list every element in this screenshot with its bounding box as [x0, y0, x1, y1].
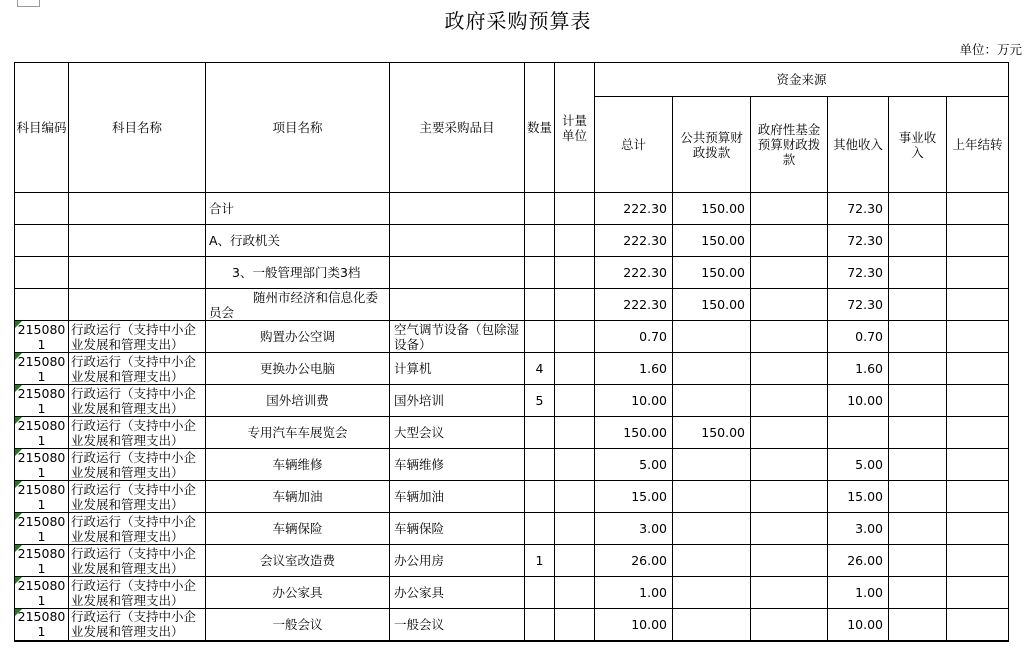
unit-cell	[555, 353, 595, 385]
public-budget-cell	[673, 577, 751, 609]
header-other-income: 其他收入	[828, 97, 889, 193]
project-cell: A、行政机关	[206, 225, 390, 257]
header-project: 项目名称	[206, 63, 390, 193]
business-income-cell	[889, 481, 947, 513]
business-income-cell	[889, 321, 947, 353]
item-cell	[390, 225, 525, 257]
business-income-cell	[889, 385, 947, 417]
project-cell: 3、一般管理部门类3档	[206, 257, 390, 289]
item-cell: 车辆加油	[390, 481, 525, 513]
item-cell	[390, 193, 525, 225]
qty-cell: 4	[525, 353, 555, 385]
item-cell: 办公用房	[390, 545, 525, 577]
header-total: 总计	[595, 97, 673, 193]
public-budget-cell	[673, 609, 751, 641]
qty-cell	[525, 513, 555, 545]
item-cell: 一般会议	[390, 609, 525, 641]
qty-cell	[525, 609, 555, 641]
unit-cell	[555, 225, 595, 257]
item-cell: 办公家具	[390, 577, 525, 609]
public-budget-cell: 150.00	[673, 257, 751, 289]
item-cell: 空气调节设备（包除湿设备）	[390, 321, 525, 353]
project-cell: 合计	[206, 193, 390, 225]
subject-cell	[69, 193, 206, 225]
header-business-income: 事业收入	[889, 97, 947, 193]
gov-fund-cell	[751, 321, 828, 353]
business-income-cell	[889, 417, 947, 449]
subject-cell: 行政运行（支持中小企业发展和管理支出）	[69, 481, 206, 513]
unit-cell	[555, 609, 595, 641]
public-budget-cell: 150.00	[673, 417, 751, 449]
business-income-cell	[889, 257, 947, 289]
unit-cell	[555, 385, 595, 417]
header-code: 科目编码	[15, 63, 69, 193]
carryover-cell	[947, 257, 1009, 289]
total-cell: 222.30	[595, 289, 673, 321]
code-cell	[15, 289, 69, 321]
page-title: 政府采购预算表	[444, 9, 592, 33]
qty-cell	[525, 193, 555, 225]
gov-fund-cell	[751, 609, 828, 641]
unit-cell	[555, 417, 595, 449]
other-income-cell: 10.00	[828, 385, 889, 417]
table-row	[15, 513, 1009, 545]
qty-cell	[525, 257, 555, 289]
table-row	[15, 481, 1009, 513]
public-budget-cell	[673, 513, 751, 545]
carryover-cell	[947, 449, 1009, 481]
unit-label: 单位：万元	[959, 42, 1022, 57]
other-income-cell: 5.00	[828, 449, 889, 481]
public-budget-cell	[673, 545, 751, 577]
business-income-cell	[889, 449, 947, 481]
total-cell: 222.30	[595, 225, 673, 257]
header-subject: 科目名称	[69, 63, 206, 193]
business-income-cell	[889, 513, 947, 545]
total-cell: 15.00	[595, 481, 673, 513]
qty-cell: 1	[525, 545, 555, 577]
carryover-cell	[947, 289, 1009, 321]
total-cell: 10.00	[595, 609, 673, 641]
code-cell: 2150801	[15, 513, 69, 545]
header-carryover: 上年结转	[947, 97, 1009, 193]
code-cell	[15, 225, 69, 257]
carryover-cell	[947, 193, 1009, 225]
project-cell: 车辆维修	[206, 449, 390, 481]
total-cell: 1.00	[595, 577, 673, 609]
carryover-cell	[947, 321, 1009, 353]
business-income-cell	[889, 193, 947, 225]
gov-fund-cell	[751, 289, 828, 321]
unit-cell	[555, 481, 595, 513]
other-income-cell: 72.30	[828, 257, 889, 289]
table-row	[15, 257, 1009, 289]
subject-cell: 行政运行（支持中小企业发展和管理支出）	[69, 353, 206, 385]
qty-cell: 5	[525, 385, 555, 417]
gov-fund-cell	[751, 513, 828, 545]
project-cell: 会议室改造费	[206, 545, 390, 577]
header-qty: 数量	[525, 63, 555, 193]
code-cell: 2150801	[15, 577, 69, 609]
item-cell: 计算机	[390, 353, 525, 385]
business-income-cell	[889, 609, 947, 641]
carryover-cell	[947, 513, 1009, 545]
other-income-cell: 1.60	[828, 353, 889, 385]
item-cell: 大型会议	[390, 417, 525, 449]
table-row	[15, 417, 1009, 449]
public-budget-cell: 150.00	[673, 193, 751, 225]
qty-cell	[525, 577, 555, 609]
project-cell: 车辆保险	[206, 513, 390, 545]
unit-cell	[555, 513, 595, 545]
subject-cell	[69, 257, 206, 289]
gov-fund-cell	[751, 193, 828, 225]
gov-fund-cell	[751, 385, 828, 417]
unit-cell	[555, 321, 595, 353]
carryover-cell	[947, 577, 1009, 609]
public-budget-cell	[673, 321, 751, 353]
gov-fund-cell	[751, 577, 828, 609]
header-item: 主要采购品目	[390, 63, 525, 193]
item-cell	[390, 289, 525, 321]
other-income-cell: 15.00	[828, 481, 889, 513]
gov-fund-cell	[751, 545, 828, 577]
subject-cell: 行政运行（支持中小企业发展和管理支出）	[69, 321, 206, 353]
code-cell: 2150801	[15, 449, 69, 481]
header-funding-group: 资金来源	[595, 63, 1009, 97]
table-row	[15, 545, 1009, 577]
total-cell: 3.00	[595, 513, 673, 545]
qty-cell	[525, 481, 555, 513]
unit-cell	[555, 289, 595, 321]
item-cell: 国外培训	[390, 385, 525, 417]
other-income-cell: 72.30	[828, 193, 889, 225]
carryover-cell	[947, 545, 1009, 577]
gov-fund-cell	[751, 417, 828, 449]
subject-cell: 行政运行（支持中小企业发展和管理支出）	[69, 513, 206, 545]
total-cell: 1.60	[595, 353, 673, 385]
unit-cell	[555, 577, 595, 609]
code-cell: 2150801	[15, 417, 69, 449]
project-cell: 随州市经济和信息化委员会	[206, 289, 390, 321]
subject-cell: 行政运行（支持中小企业发展和管理支出）	[69, 577, 206, 609]
table-row	[15, 609, 1009, 641]
business-income-cell	[889, 545, 947, 577]
public-budget-cell: 150.00	[673, 289, 751, 321]
project-cell: 国外培训费	[206, 385, 390, 417]
carryover-cell	[947, 385, 1009, 417]
project-cell: 购置办公空调	[206, 321, 390, 353]
total-cell: 150.00	[595, 417, 673, 449]
table-row	[15, 321, 1009, 353]
business-income-cell	[889, 577, 947, 609]
table-row	[15, 289, 1009, 321]
qty-cell	[525, 417, 555, 449]
item-cell: 车辆保险	[390, 513, 525, 545]
unit-cell	[555, 257, 595, 289]
unit-cell	[555, 449, 595, 481]
code-cell: 2150801	[15, 545, 69, 577]
carryover-cell	[947, 225, 1009, 257]
other-income-cell: 26.00	[828, 545, 889, 577]
gov-fund-cell	[751, 353, 828, 385]
subject-cell	[69, 225, 206, 257]
business-income-cell	[889, 289, 947, 321]
gov-fund-cell	[751, 257, 828, 289]
code-cell: 2150801	[15, 321, 69, 353]
budget-table	[14, 62, 1009, 642]
item-cell	[390, 257, 525, 289]
gov-fund-cell	[751, 225, 828, 257]
project-cell: 办公家具	[206, 577, 390, 609]
table-row	[15, 449, 1009, 481]
qty-cell	[525, 225, 555, 257]
business-income-cell	[889, 353, 947, 385]
carryover-cell	[947, 481, 1009, 513]
code-cell: 2150801	[15, 353, 69, 385]
gov-fund-cell	[751, 481, 828, 513]
subject-cell: 行政运行（支持中小企业发展和管理支出）	[69, 449, 206, 481]
total-cell: 222.30	[595, 257, 673, 289]
carryover-cell	[947, 609, 1009, 641]
code-cell	[15, 257, 69, 289]
other-income-cell: 72.30	[828, 289, 889, 321]
header-gov-fund: 政府性基金预算财政拨款	[751, 97, 828, 193]
other-income-cell: 10.00	[828, 609, 889, 641]
other-income-cell	[828, 417, 889, 449]
other-income-cell: 0.70	[828, 321, 889, 353]
header-unit: 计量单位	[555, 63, 595, 193]
table-body	[15, 193, 1009, 641]
carryover-cell	[947, 417, 1009, 449]
project-cell: 一般会议	[206, 609, 390, 641]
unit-cell	[555, 193, 595, 225]
code-cell: 2150801	[15, 385, 69, 417]
table-row	[15, 193, 1009, 225]
other-income-cell: 72.30	[828, 225, 889, 257]
code-cell	[15, 193, 69, 225]
business-income-cell	[889, 225, 947, 257]
public-budget-cell	[673, 353, 751, 385]
table-row	[15, 385, 1009, 417]
public-budget-cell: 150.00	[673, 225, 751, 257]
code-cell: 2150801	[15, 609, 69, 641]
total-cell: 222.30	[595, 193, 673, 225]
unit-cell	[555, 545, 595, 577]
subject-cell: 行政运行（支持中小企业发展和管理支出）	[69, 417, 206, 449]
qty-cell	[525, 321, 555, 353]
public-budget-cell	[673, 385, 751, 417]
header-public-budget: 公共预算财政拨款	[673, 97, 751, 193]
subject-cell: 行政运行（支持中小企业发展和管理支出）	[69, 545, 206, 577]
code-cell: 2150801	[15, 481, 69, 513]
table-row	[15, 577, 1009, 609]
project-cell: 更换办公电脑	[206, 353, 390, 385]
gov-fund-cell	[751, 449, 828, 481]
project-cell: 专用汽车车展览会	[206, 417, 390, 449]
total-cell: 0.70	[595, 321, 673, 353]
project-cell: 车辆加油	[206, 481, 390, 513]
subject-cell	[69, 289, 206, 321]
total-cell: 26.00	[595, 545, 673, 577]
table-row	[15, 225, 1009, 257]
carryover-cell	[947, 353, 1009, 385]
item-cell: 车辆维修	[390, 449, 525, 481]
public-budget-cell	[673, 481, 751, 513]
table-header	[15, 63, 1009, 193]
public-budget-cell	[673, 449, 751, 481]
qty-cell	[525, 449, 555, 481]
other-income-cell: 3.00	[828, 513, 889, 545]
table-row	[15, 353, 1009, 385]
subject-cell: 行政运行（支持中小企业发展和管理支出）	[69, 609, 206, 641]
total-cell: 10.00	[595, 385, 673, 417]
other-income-cell: 1.00	[828, 577, 889, 609]
total-cell: 5.00	[595, 449, 673, 481]
subject-cell: 行政运行（支持中小企业发展和管理支出）	[69, 385, 206, 417]
qty-cell	[525, 289, 555, 321]
